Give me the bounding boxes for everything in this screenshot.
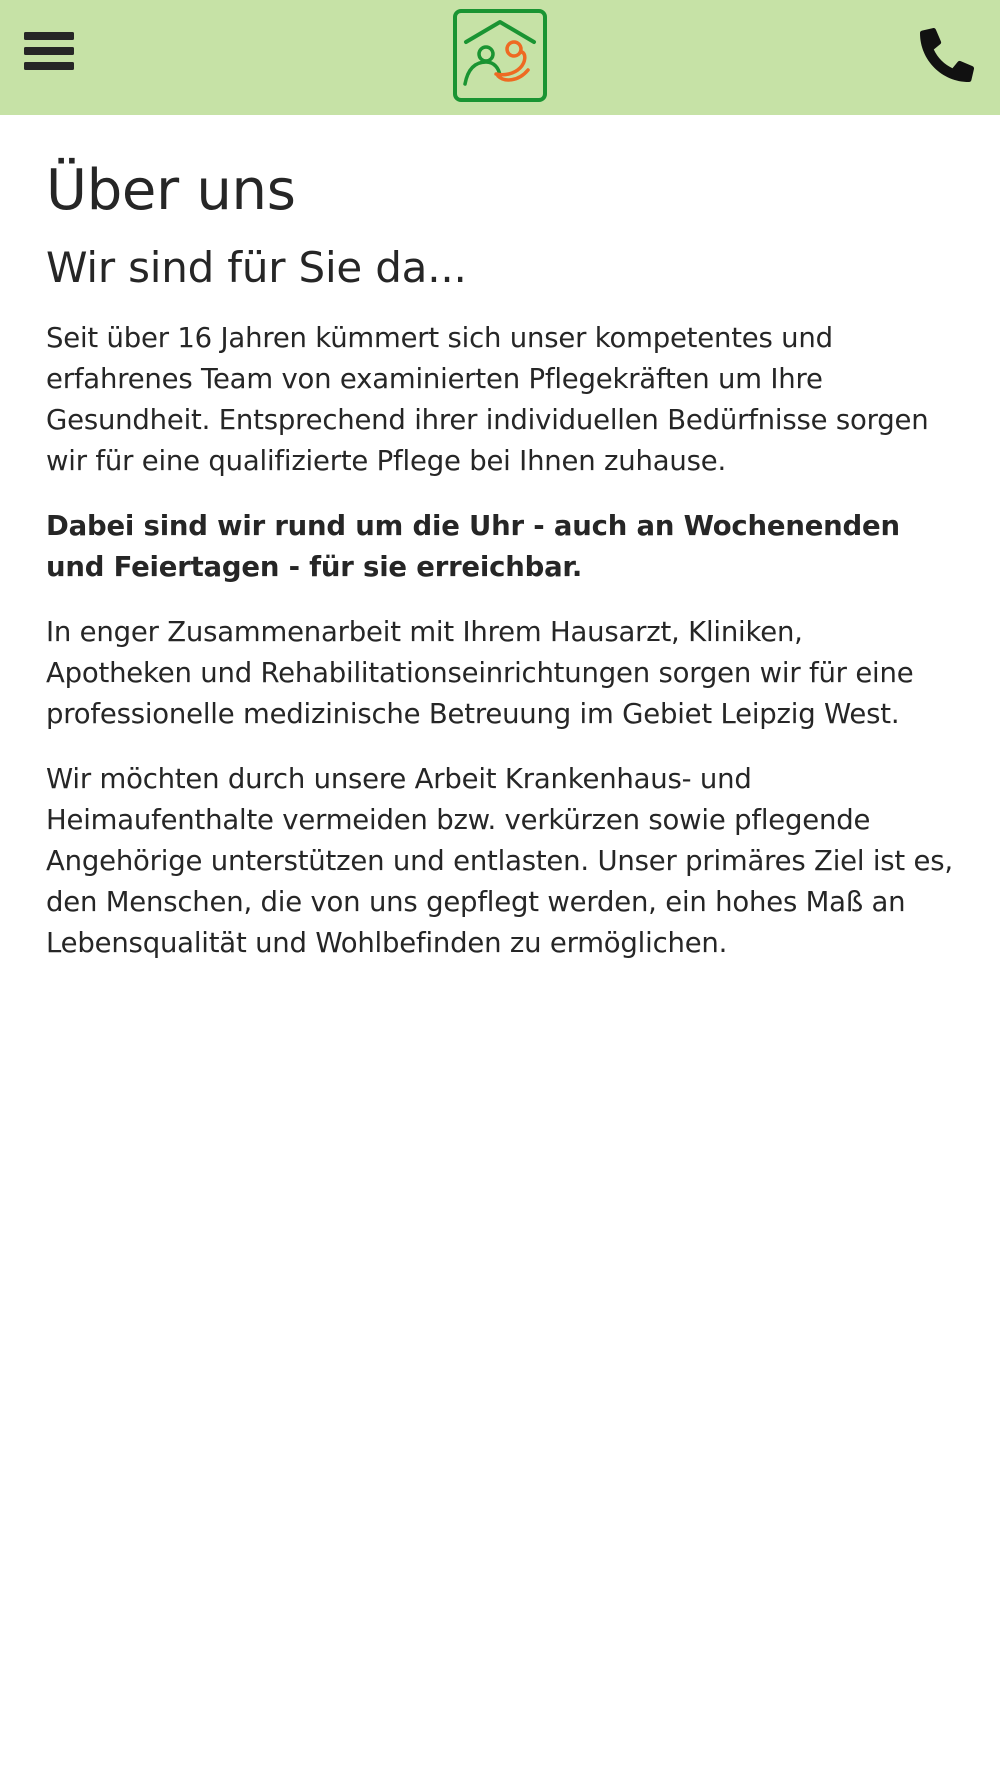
house-with-caregiver-logo (452, 8, 548, 103)
page-title: Über uns (46, 158, 296, 223)
home-logo-link[interactable] (452, 8, 548, 103)
phone-icon (920, 28, 974, 82)
call-button[interactable] (920, 28, 974, 82)
menu-button[interactable] (22, 26, 86, 86)
hamburger-menu-icon (22, 26, 86, 76)
top-header-bar (0, 0, 1000, 115)
cooperation-paragraph: In enger Zusammenarbeit mit Ihrem Hausarzt, Kliniken, Apotheken und Rehabilitationseinrichtungen sorgen wir für eine professionelle medizinische Betreuung im Gebiet Leipzig West. (46, 616, 914, 730)
main-content (46, 150, 956, 964)
goals-paragraph: Wir möchten durch unsere Arbeit Krankenhaus- und Heimaufenthalte vermeiden bzw. verkürzen sowie pflegende Angehörige unterstützen und entlasten. Unser primäres Ziel ist es, den Menschen, die von uns gepflegt werden, ein hohes Maß an Lebensqualität und Wohlbefinden zu ermöglichen. (46, 763, 953, 959)
intro-paragraph: Seit über 16 Jahren kümmert sich unser kompetentes und erfahrenes Team von examinierten Pflegekräften um Ihre Gesundheit. Entsprechend ihrer individuellen Bedürfnisse sorgen wir für eine qualifizierte Pflege bei Ihnen zuhause. (46, 322, 929, 477)
availability-paragraph: Dabei sind wir rund um die Uhr - auch an Wochenenden und Feiertagen - für sie erreichbar. (46, 510, 900, 583)
page-subtitle: Wir sind für Sie da... (46, 243, 467, 292)
